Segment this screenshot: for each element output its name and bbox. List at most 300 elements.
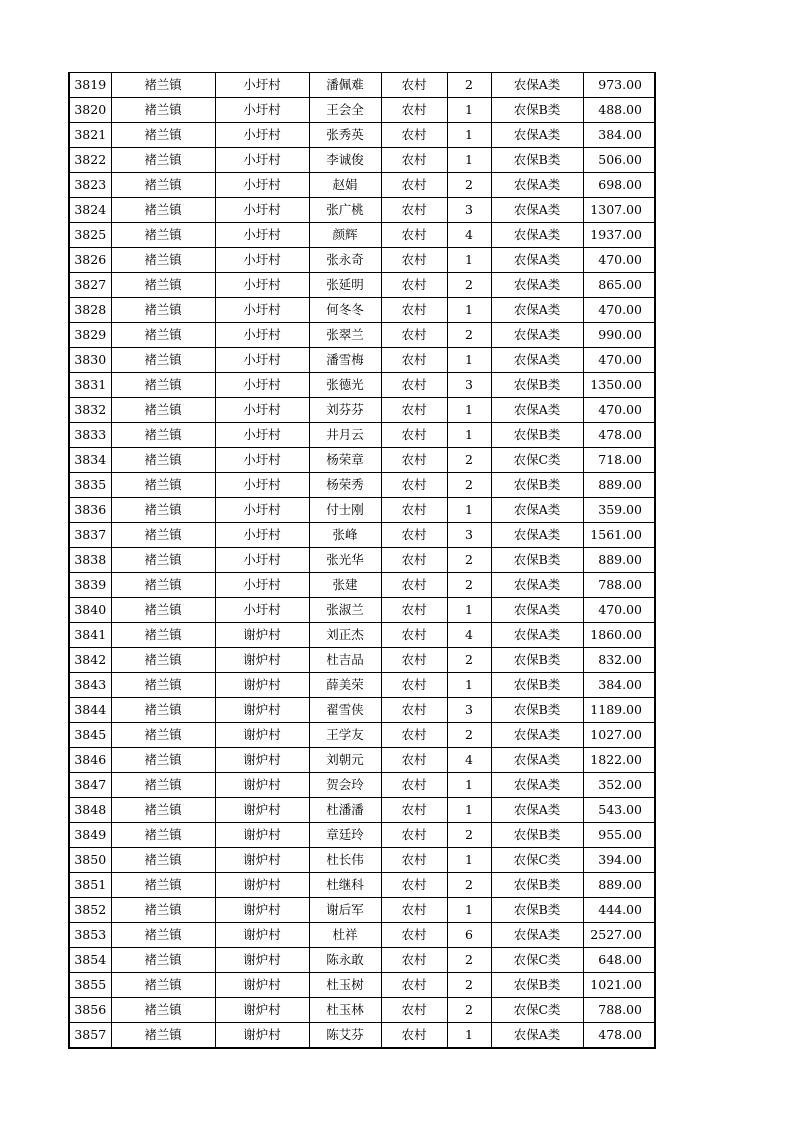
table-row <box>69 973 655 998</box>
household-count-cell: 2 <box>447 323 491 348</box>
name-cell: 杜继科 <box>309 873 381 898</box>
village-cell: 小圩村 <box>215 573 309 598</box>
insurance-type-cell: 农保B类 <box>491 98 583 123</box>
table-row <box>69 673 655 698</box>
name-cell: 翟雪侠 <box>309 698 381 723</box>
town-cell: 褚兰镇 <box>111 1023 215 1049</box>
village-cell: 谢炉村 <box>215 1023 309 1049</box>
insurance-type-cell: 农保A类 <box>491 748 583 773</box>
name-cell: 杜长伟 <box>309 848 381 873</box>
insurance-type-cell: 农保A类 <box>491 198 583 223</box>
amount-cell: 470.00 <box>583 348 655 373</box>
row-number-cell: 3833 <box>69 423 111 448</box>
household-count-cell: 1 <box>447 848 491 873</box>
town-cell: 褚兰镇 <box>111 773 215 798</box>
household-count-cell: 1 <box>447 498 491 523</box>
area-type-cell: 农村 <box>381 323 447 348</box>
town-cell: 褚兰镇 <box>111 298 215 323</box>
village-cell: 小圩村 <box>215 73 309 98</box>
household-count-cell: 1 <box>447 1023 491 1049</box>
area-type-cell: 农村 <box>381 898 447 923</box>
town-cell: 褚兰镇 <box>111 898 215 923</box>
town-cell: 褚兰镇 <box>111 748 215 773</box>
household-count-cell: 1 <box>447 123 491 148</box>
name-cell: 何冬冬 <box>309 298 381 323</box>
row-number-cell: 3847 <box>69 773 111 798</box>
town-cell: 褚兰镇 <box>111 173 215 198</box>
name-cell: 杨荣章 <box>309 448 381 473</box>
name-cell: 张德光 <box>309 373 381 398</box>
name-cell: 刘朝元 <box>309 748 381 773</box>
town-cell: 褚兰镇 <box>111 348 215 373</box>
insurance-type-cell: 农保B类 <box>491 648 583 673</box>
area-type-cell: 农村 <box>381 248 447 273</box>
table-row <box>69 798 655 823</box>
household-count-cell: 6 <box>447 923 491 948</box>
village-cell: 谢炉村 <box>215 998 309 1023</box>
name-cell: 杜潘潘 <box>309 798 381 823</box>
insurance-type-cell: 农保B类 <box>491 473 583 498</box>
insurance-type-cell: 农保A类 <box>491 223 583 248</box>
town-cell: 褚兰镇 <box>111 598 215 623</box>
name-cell: 张永奇 <box>309 248 381 273</box>
town-cell: 褚兰镇 <box>111 698 215 723</box>
amount-cell: 889.00 <box>583 873 655 898</box>
name-cell: 贺会玲 <box>309 773 381 798</box>
amount-cell: 955.00 <box>583 823 655 848</box>
area-type-cell: 农村 <box>381 473 447 498</box>
insurance-type-cell: 农保A类 <box>491 323 583 348</box>
name-cell: 张光华 <box>309 548 381 573</box>
name-cell: 陈艾芬 <box>309 1023 381 1049</box>
name-cell: 刘正杰 <box>309 623 381 648</box>
row-number-cell: 3824 <box>69 198 111 223</box>
row-number-cell: 3846 <box>69 748 111 773</box>
village-cell: 谢炉村 <box>215 773 309 798</box>
amount-cell: 718.00 <box>583 448 655 473</box>
row-number-cell: 3852 <box>69 898 111 923</box>
town-cell: 褚兰镇 <box>111 548 215 573</box>
amount-cell: 1822.00 <box>583 748 655 773</box>
area-type-cell: 农村 <box>381 798 447 823</box>
amount-cell: 648.00 <box>583 948 655 973</box>
amount-cell: 384.00 <box>583 123 655 148</box>
town-cell: 褚兰镇 <box>111 848 215 873</box>
amount-cell: 990.00 <box>583 323 655 348</box>
amount-cell: 1561.00 <box>583 523 655 548</box>
household-count-cell: 1 <box>447 98 491 123</box>
amount-cell: 352.00 <box>583 773 655 798</box>
row-number-cell: 3826 <box>69 248 111 273</box>
insurance-type-cell: 农保A类 <box>491 273 583 298</box>
area-type-cell: 农村 <box>381 198 447 223</box>
area-type-cell: 农村 <box>381 598 447 623</box>
household-count-cell: 2 <box>447 548 491 573</box>
table-row <box>69 773 655 798</box>
table-row <box>69 998 655 1023</box>
amount-cell: 1021.00 <box>583 973 655 998</box>
household-count-cell: 1 <box>447 298 491 323</box>
town-cell: 褚兰镇 <box>111 123 215 148</box>
insurance-type-cell: 农保B类 <box>491 673 583 698</box>
name-cell: 王会全 <box>309 98 381 123</box>
town-cell: 褚兰镇 <box>111 273 215 298</box>
row-number-cell: 3839 <box>69 573 111 598</box>
row-number-cell: 3831 <box>69 373 111 398</box>
row-number-cell: 3854 <box>69 948 111 973</box>
household-count-cell: 1 <box>447 798 491 823</box>
area-type-cell: 农村 <box>381 448 447 473</box>
village-cell: 谢炉村 <box>215 873 309 898</box>
household-count-cell: 4 <box>447 748 491 773</box>
household-count-cell: 2 <box>447 973 491 998</box>
row-number-cell: 3851 <box>69 873 111 898</box>
insurance-type-cell: 农保C类 <box>491 998 583 1023</box>
table-row <box>69 823 655 848</box>
area-type-cell: 农村 <box>381 1023 447 1049</box>
table-row <box>69 448 655 473</box>
row-number-cell: 3835 <box>69 473 111 498</box>
name-cell: 杨荣秀 <box>309 473 381 498</box>
household-count-cell: 2 <box>447 723 491 748</box>
area-type-cell: 农村 <box>381 573 447 598</box>
amount-cell: 478.00 <box>583 1023 655 1049</box>
insurance-type-cell: 农保A类 <box>491 573 583 598</box>
household-count-cell: 3 <box>447 373 491 398</box>
name-cell: 张广桃 <box>309 198 381 223</box>
area-type-cell: 农村 <box>381 648 447 673</box>
area-type-cell: 农村 <box>381 723 447 748</box>
town-cell: 褚兰镇 <box>111 73 215 98</box>
household-count-cell: 1 <box>447 398 491 423</box>
table-row <box>69 248 655 273</box>
table-row <box>69 348 655 373</box>
village-cell: 小圩村 <box>215 448 309 473</box>
table-row <box>69 923 655 948</box>
town-cell: 褚兰镇 <box>111 573 215 598</box>
insurance-type-cell: 农保A类 <box>491 723 583 748</box>
amount-cell: 788.00 <box>583 998 655 1023</box>
household-count-cell: 1 <box>447 248 491 273</box>
amount-cell: 359.00 <box>583 498 655 523</box>
area-type-cell: 农村 <box>381 298 447 323</box>
table-row <box>69 573 655 598</box>
town-cell: 褚兰镇 <box>111 398 215 423</box>
area-type-cell: 农村 <box>381 73 447 98</box>
name-cell: 杜玉树 <box>309 973 381 998</box>
table-row <box>69 548 655 573</box>
village-cell: 小圩村 <box>215 173 309 198</box>
amount-cell: 506.00 <box>583 148 655 173</box>
amount-cell: 889.00 <box>583 548 655 573</box>
town-cell: 褚兰镇 <box>111 198 215 223</box>
area-type-cell: 农村 <box>381 773 447 798</box>
row-number-cell: 3829 <box>69 323 111 348</box>
insurance-type-cell: 农保A类 <box>491 173 583 198</box>
insurance-type-cell: 农保C类 <box>491 948 583 973</box>
household-count-cell: 2 <box>447 573 491 598</box>
insurance-type-cell: 农保A类 <box>491 73 583 98</box>
town-cell: 褚兰镇 <box>111 998 215 1023</box>
household-count-cell: 2 <box>447 648 491 673</box>
village-cell: 小圩村 <box>215 398 309 423</box>
name-cell: 潘雪梅 <box>309 348 381 373</box>
name-cell: 井月云 <box>309 423 381 448</box>
table-row <box>69 323 655 348</box>
town-cell: 褚兰镇 <box>111 498 215 523</box>
row-number-cell: 3836 <box>69 498 111 523</box>
name-cell: 付士刚 <box>309 498 381 523</box>
insurance-type-cell: 农保B类 <box>491 898 583 923</box>
amount-cell: 470.00 <box>583 248 655 273</box>
row-number-cell: 3838 <box>69 548 111 573</box>
town-cell: 褚兰镇 <box>111 623 215 648</box>
row-number-cell: 3834 <box>69 448 111 473</box>
village-cell: 小圩村 <box>215 348 309 373</box>
name-cell: 张延明 <box>309 273 381 298</box>
name-cell: 杜玉林 <box>309 998 381 1023</box>
row-number-cell: 3819 <box>69 73 111 98</box>
town-cell: 褚兰镇 <box>111 948 215 973</box>
table-row <box>69 223 655 248</box>
amount-cell: 488.00 <box>583 98 655 123</box>
area-type-cell: 农村 <box>381 748 447 773</box>
household-count-cell: 2 <box>447 73 491 98</box>
area-type-cell: 农村 <box>381 523 447 548</box>
table-row <box>69 898 655 923</box>
insurance-type-cell: 农保B类 <box>491 973 583 998</box>
insurance-type-cell: 农保B类 <box>491 698 583 723</box>
row-number-cell: 3823 <box>69 173 111 198</box>
amount-cell: 470.00 <box>583 598 655 623</box>
row-number-cell: 3856 <box>69 998 111 1023</box>
village-cell: 谢炉村 <box>215 798 309 823</box>
name-cell: 谢后军 <box>309 898 381 923</box>
village-cell: 小圩村 <box>215 298 309 323</box>
amount-cell: 1350.00 <box>583 373 655 398</box>
town-cell: 褚兰镇 <box>111 373 215 398</box>
row-number-cell: 3842 <box>69 648 111 673</box>
household-count-cell: 1 <box>447 148 491 173</box>
household-count-cell: 2 <box>447 473 491 498</box>
village-cell: 谢炉村 <box>215 923 309 948</box>
area-type-cell: 农村 <box>381 373 447 398</box>
row-number-cell: 3845 <box>69 723 111 748</box>
row-number-cell: 3844 <box>69 698 111 723</box>
village-cell: 谢炉村 <box>215 848 309 873</box>
area-type-cell: 农村 <box>381 948 447 973</box>
village-cell: 小圩村 <box>215 98 309 123</box>
insurance-type-cell: 农保A类 <box>491 598 583 623</box>
village-cell: 小圩村 <box>215 223 309 248</box>
village-cell: 小圩村 <box>215 473 309 498</box>
household-count-cell: 1 <box>447 673 491 698</box>
name-cell: 颜辉 <box>309 223 381 248</box>
area-type-cell: 农村 <box>381 698 447 723</box>
table-row <box>69 723 655 748</box>
area-type-cell: 农村 <box>381 873 447 898</box>
amount-cell: 1189.00 <box>583 698 655 723</box>
village-cell: 谢炉村 <box>215 723 309 748</box>
amount-cell: 1307.00 <box>583 198 655 223</box>
village-cell: 谢炉村 <box>215 898 309 923</box>
name-cell: 赵娟 <box>309 173 381 198</box>
area-type-cell: 农村 <box>381 823 447 848</box>
area-type-cell: 农村 <box>381 173 447 198</box>
village-cell: 谢炉村 <box>215 823 309 848</box>
town-cell: 褚兰镇 <box>111 98 215 123</box>
row-number-cell: 3840 <box>69 598 111 623</box>
row-number-cell: 3828 <box>69 298 111 323</box>
town-cell: 褚兰镇 <box>111 523 215 548</box>
amount-cell: 832.00 <box>583 648 655 673</box>
town-cell: 褚兰镇 <box>111 148 215 173</box>
village-cell: 小圩村 <box>215 498 309 523</box>
area-type-cell: 农村 <box>381 98 447 123</box>
table-row <box>69 623 655 648</box>
village-cell: 小圩村 <box>215 198 309 223</box>
amount-cell: 865.00 <box>583 273 655 298</box>
household-count-cell: 1 <box>447 423 491 448</box>
insurance-type-cell: 农保B类 <box>491 148 583 173</box>
village-cell: 小圩村 <box>215 323 309 348</box>
row-number-cell: 3848 <box>69 798 111 823</box>
household-count-cell: 4 <box>447 223 491 248</box>
village-cell: 小圩村 <box>215 248 309 273</box>
household-count-cell: 3 <box>447 198 491 223</box>
row-number-cell: 3822 <box>69 148 111 173</box>
amount-cell: 384.00 <box>583 673 655 698</box>
table-row <box>69 73 655 98</box>
name-cell: 李诚俊 <box>309 148 381 173</box>
area-type-cell: 农村 <box>381 498 447 523</box>
town-cell: 褚兰镇 <box>111 648 215 673</box>
name-cell: 薛美荣 <box>309 673 381 698</box>
village-cell: 小圩村 <box>215 523 309 548</box>
amount-cell: 973.00 <box>583 73 655 98</box>
insurance-type-cell: 农保A类 <box>491 298 583 323</box>
area-type-cell: 农村 <box>381 973 447 998</box>
insurance-type-cell: 农保A类 <box>491 523 583 548</box>
table-row <box>69 648 655 673</box>
town-cell: 褚兰镇 <box>111 673 215 698</box>
insurance-type-cell: 农保B类 <box>491 873 583 898</box>
area-type-cell: 农村 <box>381 548 447 573</box>
amount-cell: 394.00 <box>583 848 655 873</box>
village-cell: 谢炉村 <box>215 648 309 673</box>
town-cell: 褚兰镇 <box>111 973 215 998</box>
village-cell: 谢炉村 <box>215 973 309 998</box>
row-number-cell: 3857 <box>69 1023 111 1049</box>
household-count-cell: 2 <box>447 873 491 898</box>
table-row <box>69 848 655 873</box>
town-cell: 褚兰镇 <box>111 798 215 823</box>
amount-cell: 889.00 <box>583 473 655 498</box>
table-row <box>69 198 655 223</box>
insurance-type-cell: 农保B类 <box>491 423 583 448</box>
table-row <box>69 698 655 723</box>
area-type-cell: 农村 <box>381 398 447 423</box>
row-number-cell: 3830 <box>69 348 111 373</box>
table-row <box>69 748 655 773</box>
insurance-type-cell: 农保A类 <box>491 798 583 823</box>
town-cell: 褚兰镇 <box>111 248 215 273</box>
insurance-type-cell: 农保A类 <box>491 398 583 423</box>
household-count-cell: 2 <box>447 998 491 1023</box>
insurance-type-cell: 农保A类 <box>491 1023 583 1049</box>
table-body <box>69 73 655 1049</box>
table-row <box>69 1023 655 1049</box>
village-cell: 小圩村 <box>215 123 309 148</box>
row-number-cell: 3843 <box>69 673 111 698</box>
table-row <box>69 423 655 448</box>
household-count-cell: 4 <box>447 623 491 648</box>
name-cell: 张峰 <box>309 523 381 548</box>
table-row <box>69 298 655 323</box>
village-cell: 谢炉村 <box>215 748 309 773</box>
amount-cell: 1027.00 <box>583 723 655 748</box>
household-count-cell: 2 <box>447 273 491 298</box>
table-row <box>69 98 655 123</box>
insurance-type-cell: 农保A类 <box>491 623 583 648</box>
table-row <box>69 948 655 973</box>
area-type-cell: 农村 <box>381 348 447 373</box>
table-row <box>69 873 655 898</box>
table-row <box>69 148 655 173</box>
town-cell: 褚兰镇 <box>111 473 215 498</box>
insurance-type-cell: 农保A类 <box>491 773 583 798</box>
name-cell: 张淑兰 <box>309 598 381 623</box>
amount-cell: 470.00 <box>583 398 655 423</box>
village-cell: 谢炉村 <box>215 698 309 723</box>
area-type-cell: 农村 <box>381 623 447 648</box>
town-cell: 褚兰镇 <box>111 223 215 248</box>
insurance-type-cell: 农保C类 <box>491 848 583 873</box>
area-type-cell: 农村 <box>381 148 447 173</box>
household-count-cell: 2 <box>447 948 491 973</box>
data-table <box>68 72 656 1049</box>
name-cell: 陈永敢 <box>309 948 381 973</box>
amount-cell: 698.00 <box>583 173 655 198</box>
area-type-cell: 农村 <box>381 848 447 873</box>
household-count-cell: 3 <box>447 523 491 548</box>
row-number-cell: 3850 <box>69 848 111 873</box>
row-number-cell: 3849 <box>69 823 111 848</box>
insurance-type-cell: 农保A类 <box>491 123 583 148</box>
amount-cell: 1860.00 <box>583 623 655 648</box>
amount-cell: 788.00 <box>583 573 655 598</box>
village-cell: 谢炉村 <box>215 623 309 648</box>
insurance-type-cell: 农保A类 <box>491 248 583 273</box>
table-row <box>69 498 655 523</box>
village-cell: 谢炉村 <box>215 673 309 698</box>
table-row <box>69 123 655 148</box>
household-count-cell: 1 <box>447 898 491 923</box>
row-number-cell: 3825 <box>69 223 111 248</box>
insurance-type-cell: 农保B类 <box>491 548 583 573</box>
village-cell: 小圩村 <box>215 548 309 573</box>
row-number-cell: 3832 <box>69 398 111 423</box>
area-type-cell: 农村 <box>381 923 447 948</box>
name-cell: 张翠兰 <box>309 323 381 348</box>
town-cell: 褚兰镇 <box>111 448 215 473</box>
village-cell: 小圩村 <box>215 148 309 173</box>
row-number-cell: 3827 <box>69 273 111 298</box>
town-cell: 褚兰镇 <box>111 873 215 898</box>
table-row <box>69 373 655 398</box>
area-type-cell: 农村 <box>381 673 447 698</box>
household-count-cell: 2 <box>447 823 491 848</box>
